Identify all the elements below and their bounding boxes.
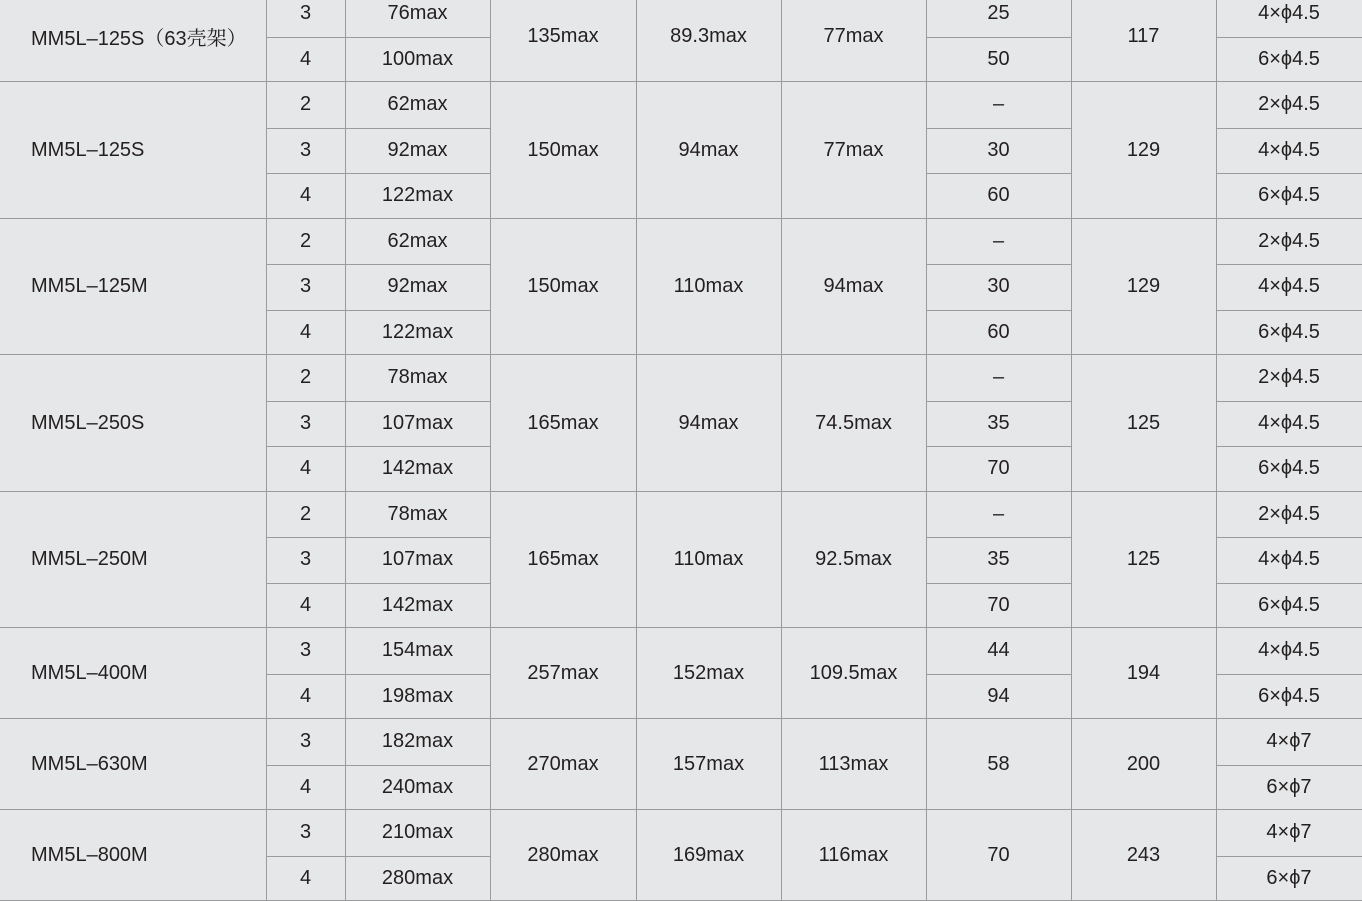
row-divider: [266, 583, 490, 584]
row-divider: [926, 128, 1071, 129]
row-divider: [266, 537, 490, 538]
dimension-b-cell: 62max: [345, 82, 490, 128]
mounting-holes-cell: 6×ϕ4.5: [1216, 310, 1362, 356]
dimension-f-cell: 44: [926, 628, 1071, 674]
row-divider: [926, 401, 1071, 402]
mounting-holes-cell: 4×ϕ4.5: [1216, 628, 1362, 674]
model-cell: MM5L–250M: [0, 492, 266, 629]
dimension-f-cell: 70: [926, 446, 1071, 492]
poles-cell: 4: [266, 37, 345, 83]
poles-cell: 2: [266, 219, 345, 265]
mounting-holes-cell: 4×ϕ7: [1216, 719, 1362, 765]
poles-cell: 3: [266, 264, 345, 310]
poles-cell: 4: [266, 446, 345, 492]
dimension-g-cell: 125: [1071, 355, 1216, 492]
dimension-b-cell: 76max: [345, 0, 490, 37]
poles-cell: 3: [266, 628, 345, 674]
dimension-e-cell: 74.5max: [781, 355, 926, 492]
dimension-b-cell: 142max: [345, 446, 490, 492]
dimension-b-cell: 92max: [345, 264, 490, 310]
dimension-d-cell: 94max: [636, 82, 781, 219]
poles-cell: 2: [266, 355, 345, 401]
mounting-holes-cell: 4×ϕ4.5: [1216, 264, 1362, 310]
poles-cell: 4: [266, 310, 345, 356]
row-divider: [1216, 310, 1362, 311]
dimension-b-cell: 122max: [345, 173, 490, 219]
mounting-holes-cell: 6×ϕ4.5: [1216, 583, 1362, 629]
row-divider: [926, 583, 1071, 584]
model-cell: MM5L–125S: [0, 82, 266, 219]
dimension-c-cell: 270max: [490, 719, 636, 810]
dimension-d-cell: 152max: [636, 628, 781, 719]
dimension-f-cell: –: [926, 492, 1071, 538]
dimension-b-cell: 92max: [345, 128, 490, 174]
poles-cell: 4: [266, 765, 345, 811]
table-row-group: [0, 492, 1362, 629]
dimension-e-cell: 77max: [781, 0, 926, 82]
dimension-b-cell: 78max: [345, 355, 490, 401]
dimension-g-cell: 194: [1071, 628, 1216, 719]
dimension-e-cell: 92.5max: [781, 492, 926, 629]
mounting-holes-cell: 4×ϕ4.5: [1216, 0, 1362, 37]
mounting-holes-cell: 6×ϕ7: [1216, 765, 1362, 811]
dimension-b-cell: 198max: [345, 674, 490, 720]
poles-cell: 3: [266, 537, 345, 583]
row-divider: [1216, 446, 1362, 447]
row-divider: [266, 401, 490, 402]
table-row-group: [0, 628, 1362, 719]
model-cell: MM5L–125M: [0, 219, 266, 356]
dimension-g-cell: 117: [1071, 0, 1216, 82]
dimension-c-cell: 150max: [490, 82, 636, 219]
mounting-holes-cell: 2×ϕ4.5: [1216, 82, 1362, 128]
mounting-holes-cell: 2×ϕ4.5: [1216, 492, 1362, 538]
dimension-d-cell: 157max: [636, 719, 781, 810]
table-row-group: [0, 719, 1362, 810]
mounting-holes-cell: 2×ϕ4.5: [1216, 219, 1362, 265]
dimension-f-cell: 25: [926, 0, 1071, 37]
row-divider: [926, 37, 1071, 38]
mounting-holes-cell: 6×ϕ4.5: [1216, 446, 1362, 492]
dimension-b-cell: 107max: [345, 401, 490, 447]
dimension-f-cell: 60: [926, 173, 1071, 219]
mounting-holes-cell: 4×ϕ4.5: [1216, 128, 1362, 174]
row-divider: [266, 37, 490, 38]
dimension-d-cell: 110max: [636, 492, 781, 629]
mounting-holes-cell: 4×ϕ4.5: [1216, 537, 1362, 583]
dimension-f-cell: 30: [926, 264, 1071, 310]
row-divider: [926, 674, 1071, 675]
dimension-e-cell: 113max: [781, 719, 926, 810]
dimension-b-cell: 182max: [345, 719, 490, 765]
dimension-b-cell: 142max: [345, 583, 490, 629]
row-divider: [926, 173, 1071, 174]
dimension-f-cell: –: [926, 219, 1071, 265]
poles-cell: 4: [266, 674, 345, 720]
dimension-b-cell: 280max: [345, 856, 490, 901]
row-divider: [266, 128, 490, 129]
dimension-f-cell: 50: [926, 37, 1071, 83]
model-cell: MM5L–125S（63壳架）: [0, 0, 266, 82]
row-divider: [266, 173, 490, 174]
table-row-group: [0, 219, 1362, 356]
dimension-b-cell: 122max: [345, 310, 490, 356]
dimension-f-cell: 58: [926, 719, 1071, 810]
dimension-d-cell: 89.3max: [636, 0, 781, 82]
poles-cell: 3: [266, 0, 345, 37]
row-divider: [1216, 173, 1362, 174]
table-row-group: [0, 810, 1362, 901]
poles-cell: 4: [266, 856, 345, 901]
row-divider: [1216, 128, 1362, 129]
dimension-f-cell: 35: [926, 401, 1071, 447]
model-cell: MM5L–400M: [0, 628, 266, 719]
row-divider: [1216, 583, 1362, 584]
dimension-f-cell: –: [926, 355, 1071, 401]
row-divider: [1216, 537, 1362, 538]
row-divider: [266, 765, 490, 766]
table-row-group: [0, 82, 1362, 219]
dimension-f-cell: 70: [926, 810, 1071, 901]
dimension-b-cell: 240max: [345, 765, 490, 811]
row-divider: [926, 264, 1071, 265]
mounting-holes-cell: 4×ϕ4.5: [1216, 401, 1362, 447]
dimension-g-cell: 129: [1071, 219, 1216, 356]
row-divider: [1216, 401, 1362, 402]
dimension-d-cell: 110max: [636, 219, 781, 356]
table-row-group: [0, 0, 1362, 82]
model-cell: MM5L–630M: [0, 719, 266, 810]
dimension-c-cell: 257max: [490, 628, 636, 719]
poles-cell: 3: [266, 719, 345, 765]
dimension-c-cell: 165max: [490, 355, 636, 492]
mounting-holes-cell: 6×ϕ4.5: [1216, 173, 1362, 219]
dimension-c-cell: 135max: [490, 0, 636, 82]
dimension-d-cell: 94max: [636, 355, 781, 492]
row-divider: [926, 446, 1071, 447]
poles-cell: 3: [266, 810, 345, 856]
table-row-group: [0, 355, 1362, 492]
row-divider: [266, 446, 490, 447]
mounting-holes-cell: 6×ϕ4.5: [1216, 37, 1362, 83]
poles-cell: 3: [266, 401, 345, 447]
dimension-f-cell: 70: [926, 583, 1071, 629]
mounting-holes-cell: 6×ϕ4.5: [1216, 674, 1362, 720]
row-divider: [926, 310, 1071, 311]
model-cell: MM5L–800M: [0, 810, 266, 901]
dimension-b-cell: 210max: [345, 810, 490, 856]
dimension-b-cell: 100max: [345, 37, 490, 83]
poles-cell: 4: [266, 583, 345, 629]
dimension-d-cell: 169max: [636, 810, 781, 901]
row-divider: [266, 674, 490, 675]
dimension-f-cell: 94: [926, 674, 1071, 720]
row-divider: [1216, 37, 1362, 38]
dimension-b-cell: 107max: [345, 537, 490, 583]
dimension-c-cell: 150max: [490, 219, 636, 356]
mounting-holes-cell: 2×ϕ4.5: [1216, 355, 1362, 401]
dimension-e-cell: 77max: [781, 82, 926, 219]
dimension-f-cell: –: [926, 82, 1071, 128]
dimension-g-cell: 200: [1071, 719, 1216, 810]
row-divider: [1216, 765, 1362, 766]
dimension-g-cell: 125: [1071, 492, 1216, 629]
row-divider: [266, 264, 490, 265]
poles-cell: 4: [266, 173, 345, 219]
dimension-c-cell: 165max: [490, 492, 636, 629]
row-divider: [266, 310, 490, 311]
row-divider: [1216, 674, 1362, 675]
row-divider: [266, 856, 490, 857]
row-divider: [1216, 264, 1362, 265]
dimension-f-cell: 60: [926, 310, 1071, 356]
dimension-b-cell: 154max: [345, 628, 490, 674]
mounting-holes-cell: 6×ϕ7: [1216, 856, 1362, 901]
dimension-f-cell: 35: [926, 537, 1071, 583]
dimension-b-cell: 62max: [345, 219, 490, 265]
poles-cell: 2: [266, 82, 345, 128]
dimension-b-cell: 78max: [345, 492, 490, 538]
mounting-holes-cell: 4×ϕ7: [1216, 810, 1362, 856]
dimension-g-cell: 243: [1071, 810, 1216, 901]
model-cell: MM5L–250S: [0, 355, 266, 492]
dimension-c-cell: 280max: [490, 810, 636, 901]
row-divider: [926, 537, 1071, 538]
dimension-g-cell: 129: [1071, 82, 1216, 219]
dimension-e-cell: 94max: [781, 219, 926, 356]
dimension-e-cell: 109.5max: [781, 628, 926, 719]
poles-cell: 2: [266, 492, 345, 538]
dimension-f-cell: 30: [926, 128, 1071, 174]
poles-cell: 3: [266, 128, 345, 174]
dimension-e-cell: 116max: [781, 810, 926, 901]
row-divider: [1216, 856, 1362, 857]
